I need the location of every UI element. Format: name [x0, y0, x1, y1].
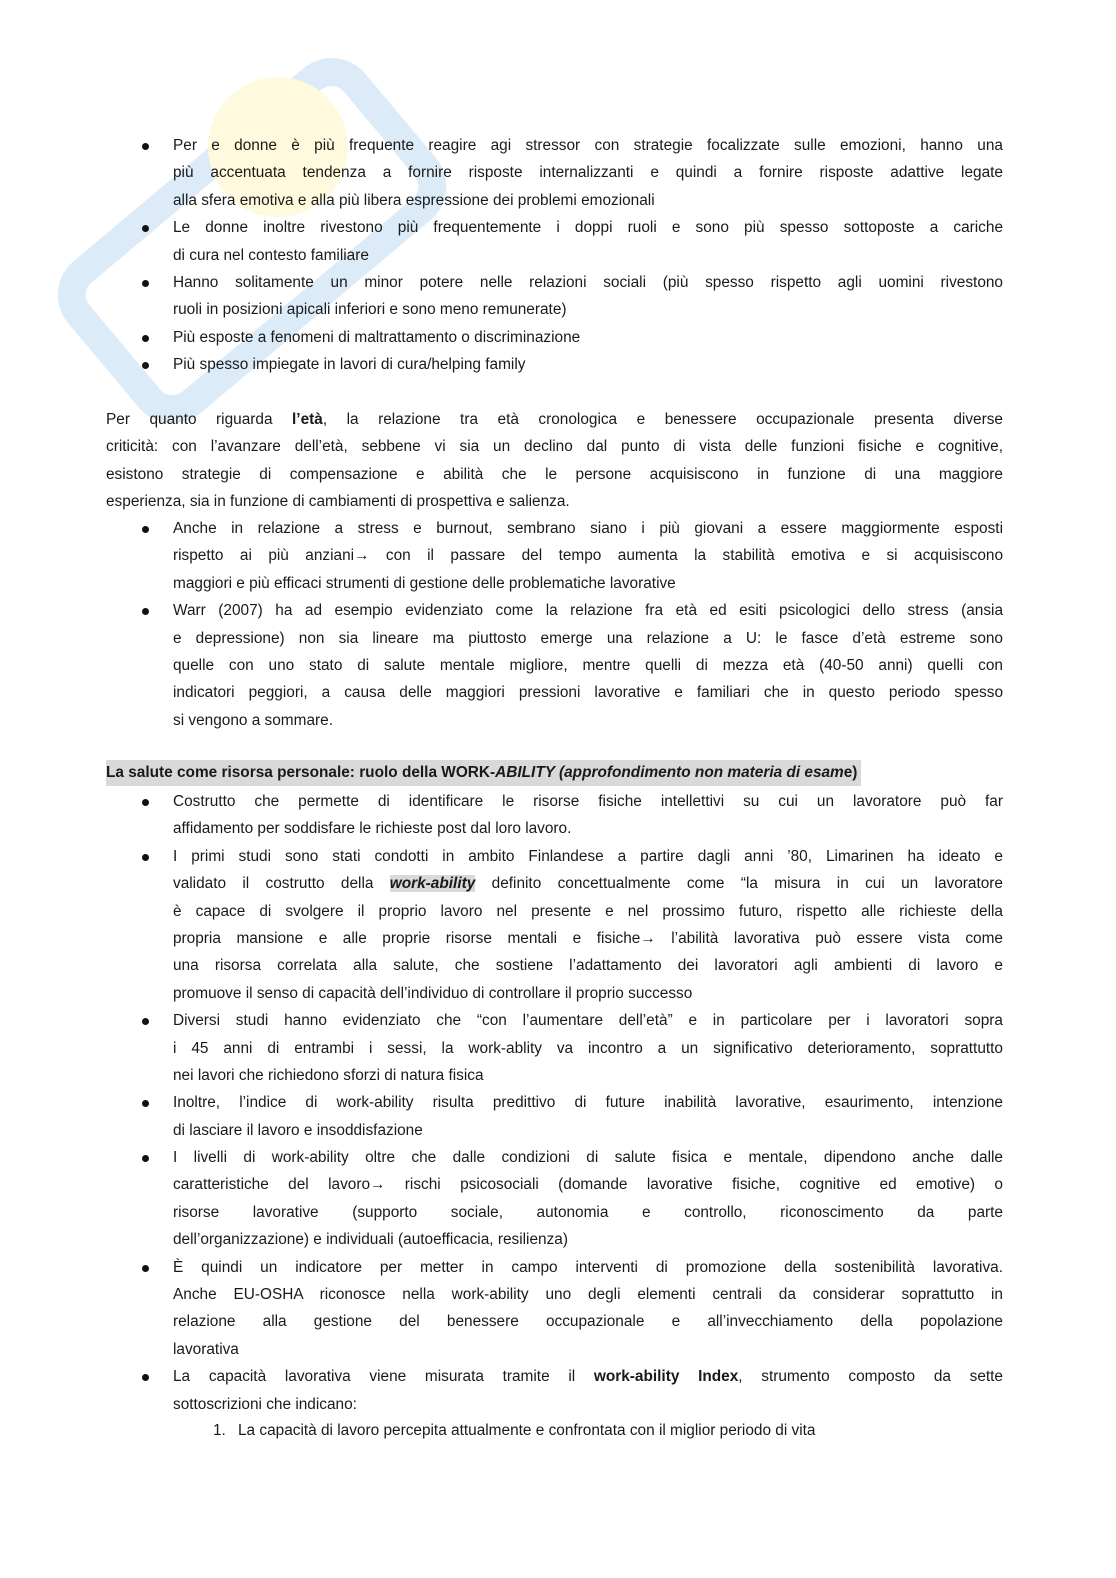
heading-part3: e) — [843, 764, 858, 781]
text-line: lavorativa — [173, 1340, 239, 1358]
text-line — [106, 406, 1003, 433]
item-number: 1. — [213, 1422, 226, 1439]
text-line: e depressione) non sia lineare ma piuttosto emerge una relazione a U: le fasce d’età estreme sono — [173, 629, 1003, 647]
bullet-icon — [142, 1100, 149, 1107]
text-line: Anche in relazione a stress e burnout, sembrano siano i più giovani a essere maggiormente esposti — [173, 520, 1003, 537]
text-line: rispetto ai più anziani→ con il passare del tempo aumenta la stabilità emotiva e si acquisiscono — [173, 547, 1003, 565]
section-heading — [106, 760, 861, 786]
text-line: Diversi studi hanno evidenziato che “con l’aumentare dell’età” e in particolare per i lavoratori sopra — [173, 1012, 1003, 1030]
bullet-icon — [142, 854, 149, 861]
text-line: I livelli di work-ability oltre che dalle condizioni di salute fisica e mentale, dipendono anche dalle — [173, 1149, 1003, 1167]
text-line: Più spesso impiegate in lavori di cura/helping family — [173, 356, 526, 374]
text-segment: La capacità lavorativa viene misurata tramite il — [173, 1368, 594, 1386]
text-line: Per e donne è più frequente reagire agi stressor con strategie focalizzate sulle emozioni, hanno una — [173, 137, 1003, 154]
text-line: più accentuata tendenza a fornire risposte internalizzanti e quindi a fornire risposte adattive legate — [173, 164, 1003, 182]
text-line: alla sfera emotiva e alla più libera espressione dei problemi emozionali — [173, 191, 655, 209]
bullet-icon — [142, 1374, 149, 1381]
bullet-icon — [142, 1265, 149, 1272]
gender-bullet-list — [106, 132, 1003, 379]
text-line: dell’organizzazione) e individuali (autoefficacia, resilienza) — [173, 1231, 568, 1249]
bullet-icon — [142, 799, 149, 806]
text-line: indicatori peggiori, a causa delle maggiori pressioni lavorative e familiari che in questo periodo spesso — [173, 684, 1003, 702]
list-item — [106, 1363, 1003, 1418]
bullet-icon — [142, 225, 149, 232]
text-segment: definito concettualmente come “la misura in cui un lavoratore — [475, 875, 1003, 893]
numbered-item — [106, 1417, 1003, 1444]
text-line: È quindi un indicatore per metter in campo interventi di promozione della sostenibilità lavorativa. — [173, 1258, 1003, 1276]
bullet-icon — [142, 1155, 149, 1162]
text-segment: , strumento composto da sette — [738, 1368, 1003, 1386]
list-item — [106, 1089, 1003, 1144]
text-line: Costrutto che permette di identificare le risorse fisiche intellettivi su cui un lavoratore può far — [173, 793, 1003, 810]
bullet-icon — [142, 143, 149, 150]
text-line: propria mansione e alle proprie risorse mentali e fisiche→ l’abilità lavorativa può essere vista come — [173, 929, 1003, 947]
age-bullet-list — [106, 515, 1003, 734]
text-line: una risorsa correlata alla salute, che sostiene l’adattamento dei lavoratori agli ambienti di lavoro e — [173, 957, 1003, 975]
text-line: Anche EU-OSHA riconosce nella work-ability uno degli elementi centrali da considerar soprattutto in — [173, 1286, 1003, 1304]
text-segment: validato il costrutto della — [173, 875, 390, 893]
text-line: nei lavori che richiedono sforzi di natura fisica — [173, 1066, 484, 1084]
text-line: affidamento per soddisfare le richieste post dal loro lavoro. — [173, 820, 572, 838]
list-item — [106, 515, 1003, 597]
text-line: esistono strategie di compensazione e abilità che le persone acquisiscono in funzione di una maggiore — [106, 465, 1003, 483]
text-line: Le donne inoltre rivestono più frequentemente i doppi ruoli e sono più spesso sottoposte a cariche — [173, 219, 1003, 237]
emphasized-text: l’età — [292, 411, 323, 428]
list-item — [106, 132, 1003, 214]
list-item — [106, 269, 1003, 324]
text-line: I primi studi sono stati condotti in ambito Finlandese a partire dagli anni ’80, Limarinen ha ideato e — [173, 847, 1003, 865]
text-line: Più esposte a fenomeni di maltrattamento o discriminazione — [173, 328, 581, 346]
bullet-icon — [142, 526, 149, 533]
text-line: relazione alla gestione del benessere occupazionale e all’invecchiamento della popolazione — [173, 1313, 1003, 1331]
bullet-icon — [142, 362, 149, 369]
text-line: Inoltre, l’indice di work-ability risulta predittivo di future inabilità lavorative, esaurimento, intenzione — [173, 1094, 1003, 1112]
bullet-icon — [142, 280, 149, 287]
list-item — [106, 1144, 1003, 1254]
list-item — [106, 788, 1003, 843]
heading-part1: La salute come risorsa personale: ruolo della WORK- — [106, 764, 496, 781]
text-line: risorse lavorative (supporto sociale, autonomia e controllo, riconoscimento da parte — [173, 1203, 1003, 1221]
text-line — [173, 870, 1003, 897]
text-line: i 45 anni di entrambi i sessi, la work-ablity va incontro a un significativo deterioramento, soprattutto — [173, 1039, 1003, 1057]
text-line: di lasciare il lavoro e insoddisfazione — [173, 1121, 423, 1139]
text-line: ruoli in posizioni apicali inferiori e sono meno remunerate) — [173, 301, 567, 319]
list-item — [106, 843, 1003, 1007]
text-line: criticità: con l’avanzare dell’età, sebbene vi sia un declino dal punto di vista delle funzioni fisiche e cognitive, — [106, 438, 1003, 456]
text-line: Warr (2007) ha ad esempio evidenziato come la relazione fra età ed esiti psicologici dello stress (ansia — [173, 602, 1003, 620]
bullet-icon — [142, 335, 149, 342]
list-item — [106, 1007, 1003, 1089]
text-line: quelle con uno stato di salute mentale migliore, mentre quelli di mezza età (40-50 anni) quelli con — [173, 656, 1003, 674]
text-line: sottoscrizioni che indicano: — [173, 1395, 357, 1413]
numbered-list — [106, 1417, 1003, 1444]
text-line: si vengono a sommare. — [173, 711, 333, 729]
text-segment: , la relazione tra età cronologica e benessere occupazionale presenta diverse — [322, 411, 1003, 428]
list-item — [106, 351, 1003, 378]
text-line: La capacità di lavoro percepita attualmente e confrontata con il miglior periodo di vita — [238, 1422, 816, 1439]
text-line: esperienza, sia in funzione di cambiamenti di prospettiva e salienza. — [106, 493, 570, 511]
text-line: maggiori e più efficaci strumenti di gestione delle problematiche lavorative — [173, 574, 676, 592]
list-item — [106, 214, 1003, 269]
bullet-icon — [142, 608, 149, 615]
emphasized-text: work-ability — [389, 875, 476, 893]
heading-part2: ABILITY (approfondimento non materia di esam — [495, 764, 844, 781]
text-line: promuove il senso di capacità dell’individuo di controllare il proprio successo — [173, 984, 693, 1002]
work-ability-bullet-list — [106, 788, 1003, 1418]
text-line: caratteristiche del lavoro→ rischi psicosociali (domande lavorative fisiche, cognitive ed emotive) o — [173, 1176, 1003, 1194]
text-line: è capace di svolgere il proprio lavoro nel presente e nel prossimo futuro, rispetto alle richieste della — [173, 902, 1003, 920]
age-paragraph — [106, 406, 1003, 516]
list-item — [106, 1254, 1003, 1364]
text-line: Hanno solitamente un minor potere nelle relazioni sociali (più spesso rispetto agli uomini rivestono — [173, 273, 1003, 291]
text-segment: Per quanto riguarda — [106, 411, 293, 428]
text-line — [173, 1363, 1003, 1390]
emphasized-text: work-ability Index — [593, 1368, 739, 1386]
list-item — [106, 597, 1003, 734]
text-line: di cura nel contesto familiare — [173, 246, 369, 264]
list-item — [106, 324, 1003, 351]
bullet-icon — [142, 1018, 149, 1025]
